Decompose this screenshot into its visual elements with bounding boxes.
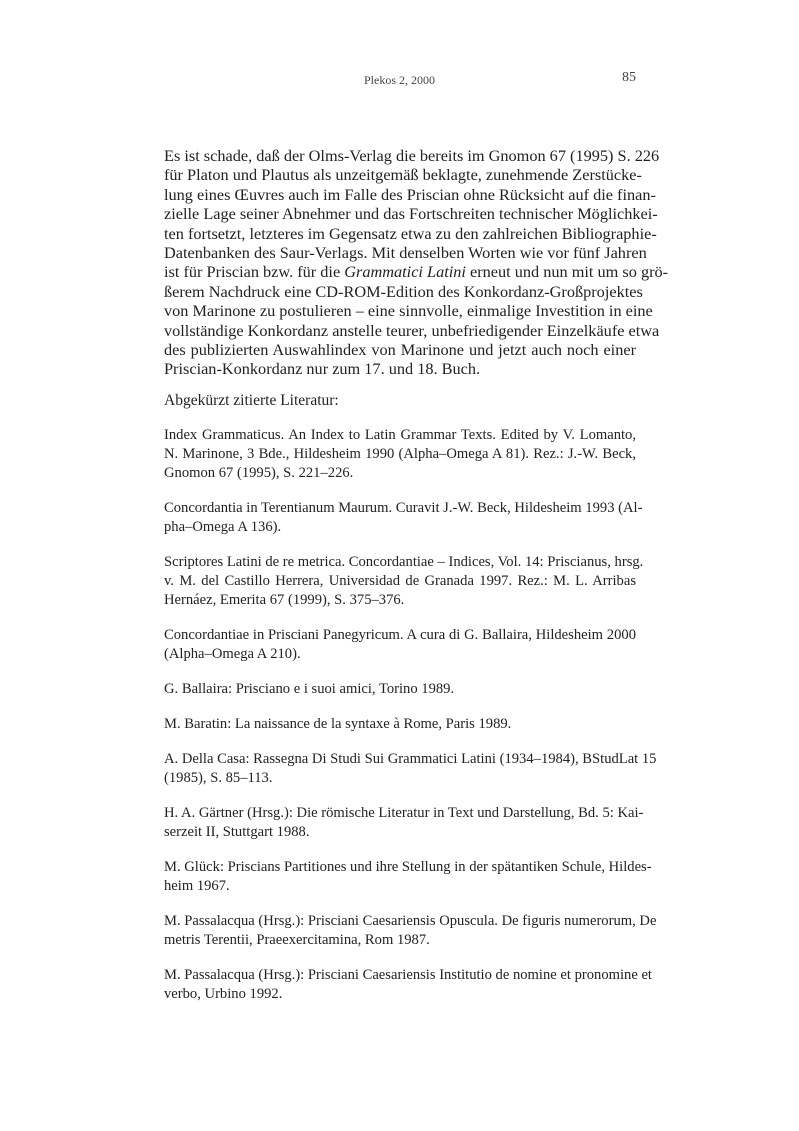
paragraph-line: [164, 204, 658, 224]
paragraph-line: [164, 320, 660, 340]
text-segment: ist für Priscian bzw. für die: [164, 262, 345, 282]
paragraph-line: [164, 281, 643, 301]
bibliography-entry: [164, 715, 636, 734]
text-segment: lung eines Œuvres auch im Falle des Priscian ohne Rücksicht auf die finan-: [164, 184, 656, 204]
bibliography-line: v. M. del Castillo Herrera, Universidad de Granada 1997. Rez.: M. L. Arribas: [164, 573, 636, 589]
text-segment: erneut und nun mit um so grö-: [465, 262, 669, 282]
bibliography-entry: [164, 680, 636, 699]
bibliography-line: (1985), S. 85–113.: [164, 770, 273, 786]
text-segment: vollständige Konkordanz anstelle teurer, unbefriedigender Einzelkäufe etwa: [164, 320, 660, 340]
paragraph-line: [164, 262, 669, 282]
bibliography-line: Hernáez, Emerita 67 (1999), S. 375–376.: [164, 592, 405, 608]
text-segment: zielle Lage seiner Abnehmer und das Fortschreiten technischer Möglichkei-: [164, 204, 658, 224]
bibliography-line: metris Terentii, Praeexercitamina, Rom 1987.: [164, 932, 430, 948]
bibliography-line: N. Marinone, 3 Bde., Hildesheim 1990 (Alpha–Omega A 81). Rez.: J.-W. Beck,: [164, 446, 636, 462]
bibliography-entry: [164, 858, 652, 896]
paragraph-line: [164, 301, 653, 321]
text-segment: ten fortsetzt, letzteres im Gegensatz etwa zu den zahlreichen Bibliographie-: [164, 223, 657, 243]
italic-title: Grammatici Latini: [344, 262, 466, 282]
bibliography-line: M. Glück: Priscians Partitiones und ihre Stellung in der spätantiken Schule, Hildes-: [164, 859, 652, 875]
text-segment: Es ist schade, daß der Olms-Verlag die bereits im Gnomon 67 (1995) S. 226: [164, 146, 660, 165]
bibliography-list: [164, 426, 657, 1020]
bibliography-entry: [164, 499, 643, 537]
bibliography-line: serzeit II, Stuttgart 1988.: [164, 824, 310, 840]
bibliography-line: G. Ballaira: Prisciano e i suoi amici, Torino 1989.: [164, 681, 455, 697]
bibliography-entry: [164, 966, 652, 1004]
bibliography-line: verbo, Urbino 1992.: [164, 986, 283, 1002]
paragraph-line: [164, 223, 657, 243]
paragraph-line: [164, 340, 636, 359]
text-segment: des publizierten Auswahlindex von Marinone und jetzt auch noch einer: [164, 339, 636, 359]
bibliography-line: Scriptores Latini de re metrica. Concordantiae – Indices, Vol. 14: Priscianus, hrsg.: [164, 554, 644, 570]
bibliography-heading: Abgekürzt zitierte Literatur:: [164, 392, 339, 409]
paragraph-line: [164, 165, 642, 185]
bibliography-line: H. A. Gärtner (Hrsg.): Die römische Literatur in Text und Darstellung, Bd. 5: Kai-: [164, 805, 644, 821]
bibliography-line: Gnomon 67 (1995), S. 221–226.: [164, 465, 354, 481]
paragraph-line: [164, 146, 660, 165]
bibliography-entry: [164, 750, 657, 788]
text-segment: von Marinone zu postulieren – eine sinnvolle, einmalige Investition in eine: [164, 301, 653, 321]
bibliography-line: M. Passalacqua (Hrsg.): Prisciani Caesariensis Opuscula. De figuris numerorum, De: [164, 913, 657, 929]
bibliography-line: heim 1967.: [164, 878, 230, 894]
bibliography-line: A. Della Casa: Rassegna Di Studi Sui Grammatici Latini (1934–1984), BStudLat 15: [164, 751, 657, 767]
paragraph-line: [164, 184, 656, 204]
bibliography-line: Concordantia in Terentianum Maurum. Curavit J.-W. Beck, Hildesheim 1993 (Al-: [164, 500, 643, 516]
paragraph-line: [164, 359, 636, 378]
bibliography-entry: [164, 912, 657, 950]
page-number: 85: [622, 70, 636, 85]
text-segment: Priscian-Konkordanz nur zum 17. und 18. Buch.: [164, 359, 481, 379]
bibliography-entry: [164, 626, 636, 664]
bibliography-line: M. Passalacqua (Hrsg.): Prisciani Caesariensis Institutio de nomine et pronomine et: [164, 967, 652, 983]
bibliography-line: Concordantiae in Prisciani Panegyricum. A cura di G. Ballaira, Hildesheim 2000: [164, 627, 636, 643]
bibliography-entry: [164, 426, 636, 483]
bibliography-entry: [164, 804, 644, 842]
text-segment: für Platon und Plautus als unzeitgemäß beklagte, zunehmende Zerstücke-: [164, 165, 642, 185]
paragraph-line: [164, 242, 647, 262]
bibliography-line: pha–Omega A 136).: [164, 519, 282, 535]
bibliography-line: M. Baratin: La naissance de la syntaxe à Rome, Paris 1989.: [164, 716, 512, 732]
running-title: Plekos 2, 2000: [363, 73, 435, 87]
body-paragraph: [164, 146, 669, 379]
text-segment: ßerem Nachdruck eine CD-ROM-Edition des Konkordanz-Großprojektes: [164, 281, 643, 301]
bibliography-entry: [164, 553, 644, 610]
bibliography-line: Index Grammaticus. An Index to Latin Grammar Texts. Edited by V. Lomanto,: [164, 427, 636, 443]
text-segment: Datenbanken des Saur-Verlags. Mit denselben Worten wie vor fünf Jahren: [164, 242, 647, 262]
bibliography-line: (Alpha–Omega A 210).: [164, 646, 301, 662]
